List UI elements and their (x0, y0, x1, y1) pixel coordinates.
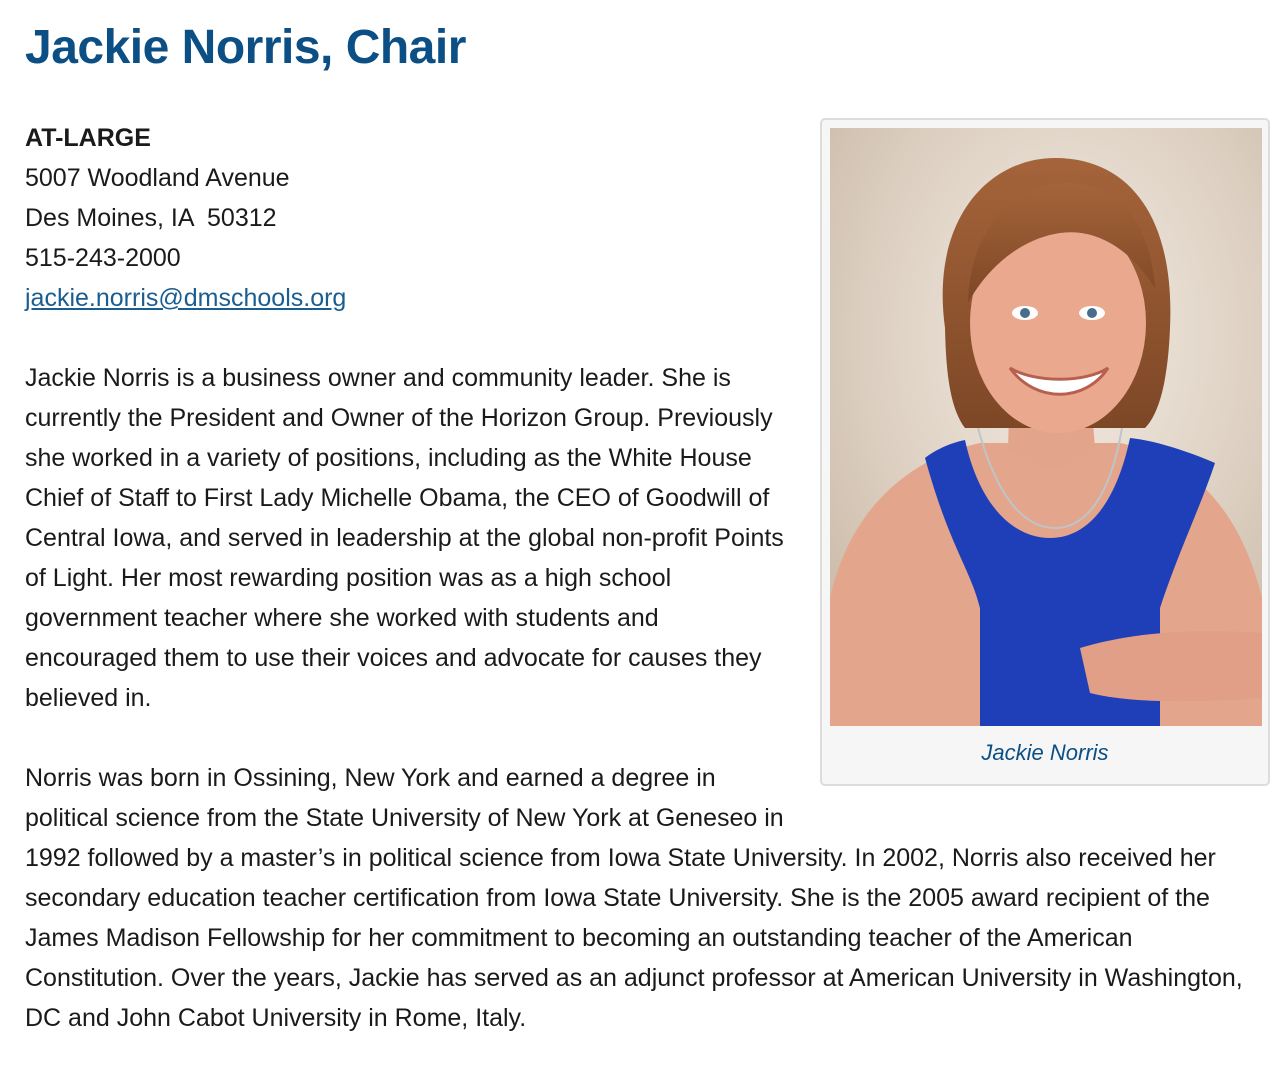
bio-paragraph: Norris was born in Ossining, New York and earned a degree in political science from the State University of New York at Geneseo in 1992 followed by a master’s in political science from Iowa State University. In 2002, Norris also received her secondary education teacher certification from Iowa State University. She is the 2005 award recipient of the James Madison Fellowship for her commitment to becoming an outstanding teacher of the American Constitution. Over the years, Jackie has served as an adjunct professor at American University in Washington, DC and John Cabot University in Rome, Italy. (25, 764, 1243, 1032)
profile-photo (830, 128, 1262, 726)
city-state-zip: Des Moines, IA 50312 (25, 204, 277, 232)
page-title: Jackie Norris, Chair (25, 21, 466, 74)
email-link[interactable]: jackie.norris@dmschools.org (25, 284, 347, 312)
street-address: 5007 Woodland Avenue (25, 164, 290, 192)
photo-caption: Jackie Norris (981, 740, 1109, 765)
profile-photo-frame (820, 118, 1270, 786)
district-label: AT-LARGE (25, 124, 151, 152)
phone-number: 515-243-2000 (25, 244, 181, 272)
profile-content (25, 118, 1270, 1078)
bio-paragraph: Jackie Norris is a business owner and community leader. She is currently the President and Owner of the Horizon Group. Previously she worked in a variety of positions, including as the White House Chief of Staff to First Lady Michelle Obama, the CEO of Goodwill of Central Iowa, and served in leadership at the global non-profit Points of Light. Her most rewarding position was as a high school government teacher where she worked with students and encouraged them to use their voices and advocate for causes they believed in. (25, 364, 784, 712)
